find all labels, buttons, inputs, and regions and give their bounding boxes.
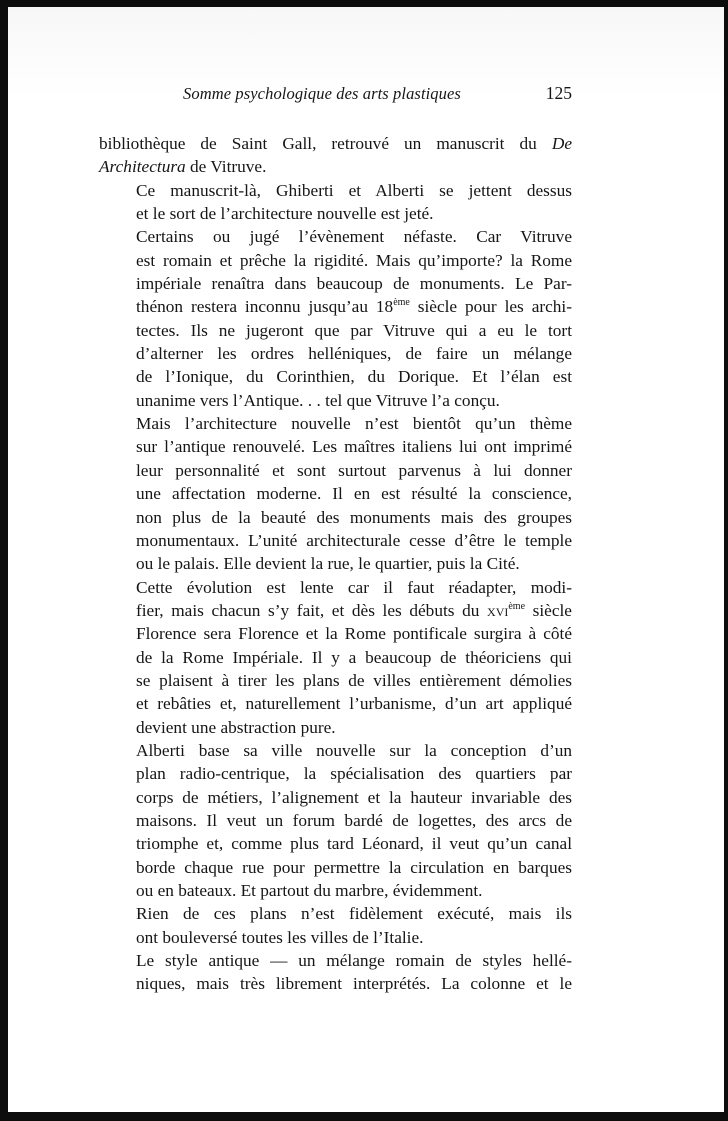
- text-line: [99, 739, 572, 762]
- text-line: [99, 272, 572, 295]
- text-run: de Vitruve.: [185, 157, 267, 177]
- paragraph: [99, 412, 572, 575]
- text-line: [99, 459, 572, 482]
- text-run: sur l’antique renouvelé. Les maîtres italiens lui ont imprimé: [136, 437, 572, 457]
- text-line: [99, 669, 572, 692]
- text-run: impériale renaîtra dans beaucoup de monuments. Le Par-: [136, 274, 572, 294]
- text-run: se plaisent à tirer les plans de villes entièrement démolies: [136, 670, 572, 690]
- text-run: non plus de la beauté des monuments mais des groupes: [136, 507, 572, 527]
- text-run: Rien de ces plans n’est fidèlement exécuté, mais ils: [136, 904, 572, 924]
- text-line: [99, 482, 572, 505]
- paragraph: [99, 576, 572, 739]
- small-caps-text: xvi: [487, 600, 509, 620]
- text-run: Cette évolution est lente car il faut réadapter, modi-: [136, 577, 572, 597]
- italic-text: De: [551, 134, 572, 153]
- text-run: d’alterner les ordres helléniques, de faire un mélange: [136, 344, 572, 364]
- superscript: ème: [393, 297, 410, 309]
- text-run: Le style antique — un mélange romain de styles hellé-: [136, 951, 572, 971]
- text-line: [99, 155, 572, 178]
- page-number: 125: [545, 83, 572, 103]
- text-line: [99, 342, 572, 365]
- text-line: [99, 365, 572, 388]
- italic-text: Architectura: [99, 157, 186, 177]
- text-run: siècle pour les archi-: [409, 297, 572, 317]
- text-run: unanime vers l’Antique. . . tel que Vitruve l’a conçu.: [136, 390, 500, 410]
- text-line: [99, 295, 572, 318]
- text-run: de la Rome Impériale. Il y a beaucoup de théoriciens qui: [136, 647, 572, 667]
- text-line: [99, 646, 572, 669]
- text-line: [99, 716, 572, 739]
- text-line: [99, 902, 572, 925]
- text-line: [99, 949, 572, 972]
- text-run: siècle: [525, 600, 572, 620]
- text-line: [99, 132, 572, 155]
- running-header: [99, 77, 572, 113]
- text-line: [99, 622, 572, 645]
- text-line: [99, 762, 572, 785]
- text-line: [99, 809, 572, 832]
- paragraph: [99, 225, 572, 412]
- text-line: [99, 552, 572, 575]
- running-title: Somme psychologique des arts plastiques: [183, 84, 461, 103]
- text-run: monumentaux. L’unité architecturale cesse d’être le temple: [136, 530, 572, 550]
- text-line: [99, 202, 572, 225]
- body-text: [99, 132, 572, 996]
- text-line: [99, 435, 572, 458]
- text-run: une affectation moderne. Il en est résulté la conscience,: [136, 484, 572, 504]
- text-run: maisons. Il veut un forum bardé de logettes, des arcs de: [136, 810, 572, 830]
- text-run: est romain et prêche la rigidité. Mais qu’importe? la Rome: [136, 250, 572, 270]
- text-line: [99, 599, 572, 622]
- text-run: Ce manuscrit-là, Ghiberti et Alberti se jettent dessus: [136, 180, 572, 200]
- superscript: ème: [508, 600, 526, 612]
- text-run: leur personnalité et sont surtout parvenus à lui donner: [136, 460, 572, 480]
- text-line: [99, 412, 572, 435]
- paragraph: [99, 739, 572, 902]
- text-line: [99, 249, 572, 272]
- paragraph: [99, 902, 572, 949]
- text-run: ont bouleversé toutes les villes de l’Italie.: [136, 927, 424, 947]
- text-line: [99, 225, 572, 248]
- paragraph-continued: [99, 132, 572, 179]
- text-line: [99, 879, 572, 902]
- text-line: [99, 389, 572, 412]
- text-line: [99, 972, 572, 995]
- text-run: corps de métiers, l’alignement et la hauteur invariable des: [136, 787, 572, 807]
- paragraph: [99, 179, 572, 226]
- text-line: [99, 179, 572, 202]
- text-run: et le sort de l’architecture nouvelle est jeté.: [136, 204, 434, 224]
- text-line: [99, 319, 572, 342]
- text-run: Florence sera Florence et la Rome pontificale surgira à côté: [136, 624, 572, 644]
- text-line: [99, 832, 572, 855]
- text-line: [99, 856, 572, 879]
- text-run: devient une abstraction pure.: [136, 717, 336, 737]
- text-run: plan radio-centrique, la spécialisation des quartiers par: [136, 764, 572, 784]
- text-run: ou en bateaux. Et partout du marbre, évidemment.: [136, 881, 483, 900]
- text-run: fier, mais chacun s’y fait, et dès les débuts du: [136, 600, 488, 620]
- paragraph-truncated: [99, 949, 572, 996]
- text-line: [99, 576, 572, 599]
- text-run: thénon restera inconnu jusqu’au 18: [136, 297, 394, 317]
- text-run: bibliothèque de Saint Gall, retrouvé un manuscrit du: [99, 134, 552, 153]
- text-run: de l’Ionique, du Corinthien, du Dorique. Et l’élan est: [136, 367, 572, 387]
- text-line: [99, 926, 572, 949]
- text-run: Certains ou jugé l’évènement néfaste. Car Vitruve: [136, 227, 572, 247]
- text-line: [99, 506, 572, 529]
- text-run: ou le palais. Elle devient la rue, le quartier, puis la Cité.: [136, 554, 520, 574]
- text-run: tectes. Ils ne jugeront que par Vitruve qui a eu le tort: [136, 320, 572, 340]
- book-page: [99, 77, 572, 996]
- text-run: et rebâties et, naturellement l’urbanisme, d’un art appliqué: [136, 694, 572, 714]
- text-run: triomphe et, comme plus tard Léonard, il veut qu’un canal: [136, 834, 572, 854]
- text-line: [99, 529, 572, 552]
- text-run: niques, mais très librement interprétés. La colonne et le: [136, 974, 572, 994]
- text-run: Alberti base sa ville nouvelle sur la conception d’un: [136, 740, 572, 760]
- text-run: borde chaque rue pour permettre la circulation en barques: [136, 857, 572, 877]
- text-run: Mais l’architecture nouvelle n’est bientôt qu’un thème: [136, 414, 572, 434]
- text-line: [99, 692, 572, 715]
- text-line: [99, 786, 572, 809]
